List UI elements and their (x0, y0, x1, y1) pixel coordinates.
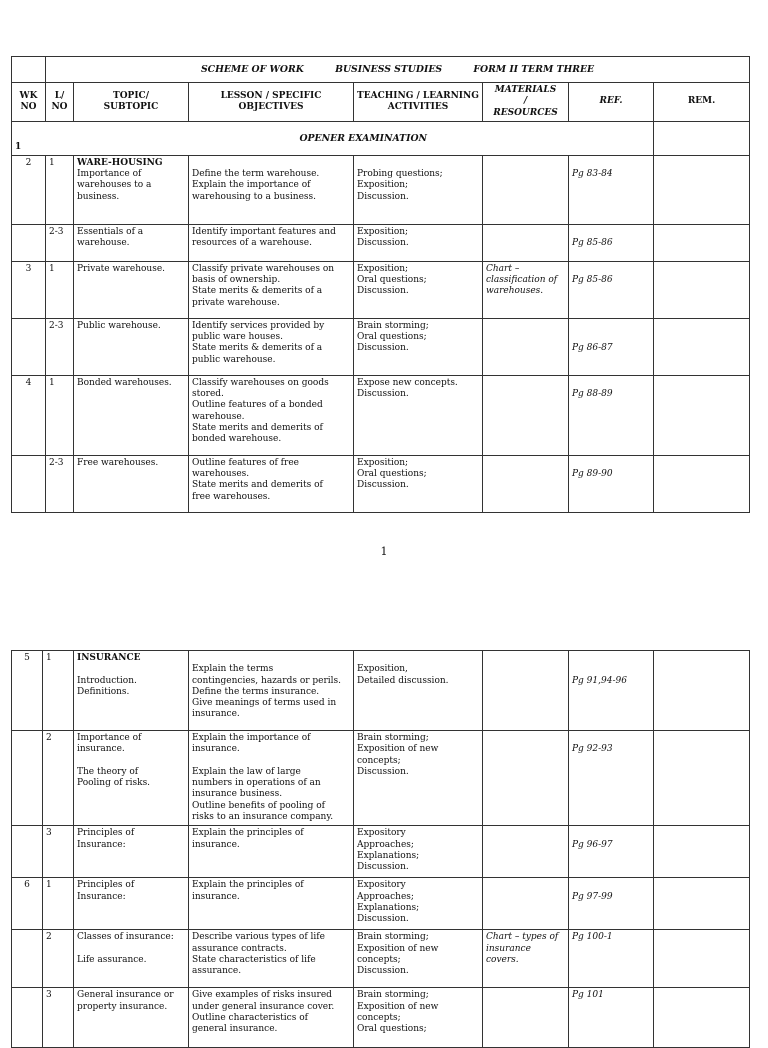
row-activities: Expository Approaches; Explanations; Discussion. (357, 828, 420, 873)
row-topic: Classes of insurance: Life assurance. (77, 932, 174, 965)
row-objectives: Identify important features and resources of a warehouse. (192, 226, 336, 249)
row-reference: Pg 92-93 (572, 744, 613, 755)
table-row (12, 261, 750, 318)
row-remarks (654, 224, 750, 261)
row-lesson-no: 1 (46, 653, 52, 663)
row-activities: Expository Approaches; Explanations; Discussion. (357, 880, 420, 925)
row-remarks (654, 651, 750, 731)
table-row (12, 455, 750, 512)
header-lesson: LESSON / SPECIFIC OBJECTIVES (220, 90, 322, 112)
row-topic: Principles of Insurance: (77, 880, 135, 902)
row-reference: Pg 97-99 (572, 891, 613, 902)
opener-week: 1 (15, 141, 22, 152)
row-lesson-no: 2-3 (49, 457, 64, 468)
row-week: 4 (25, 377, 32, 388)
row-reference: Pg 89-90 (572, 469, 613, 480)
table-row (12, 988, 750, 1048)
row-objectives: Explain the terms contingencies, hazards or perils. Define the terms insurance. Give meanings of terms used in insurance. (192, 664, 342, 720)
title-form: FORM II TERM THREE (473, 63, 595, 75)
row-objectives: Explain the importance of insurance. Explain the law of large numbers in operations of an insurance business. Outline benefits of pooling of risks to an insurance company. (192, 733, 334, 823)
row-remarks (654, 375, 750, 455)
row-week: 6 (24, 880, 30, 891)
row-objectives: Outline features of free warehouses. State merits and demerits of free warehouses. (192, 457, 323, 502)
row-reference: Pg 86-87 (572, 343, 613, 354)
row-reference: Pg 96-97 (572, 839, 613, 850)
row-materials: Chart – types of insurance covers. (486, 932, 559, 965)
row-activities: Brain storming; Exposition of new concepts; Discussion. (357, 932, 439, 977)
row-activities: Exposition; Oral questions; Discussion. (357, 457, 427, 491)
opener-examination: OPENER EXAMINATION (299, 132, 428, 144)
scheme-of-work-table (11, 56, 750, 513)
row-activities: Probing questions; Exposition; Discussion. (357, 169, 443, 202)
row-remarks (654, 261, 750, 318)
document-title (46, 57, 750, 83)
row-remarks (654, 731, 750, 826)
row-topic: Public warehouse. (77, 320, 161, 331)
row-objectives: Identify services provided by public ware houses. State merits & demerits of a public warehouse. (192, 320, 325, 365)
row-objectives: Explain the principles of insurance. (192, 880, 304, 902)
row-remarks (654, 826, 750, 878)
row-activities: Exposition; Discussion. (357, 226, 409, 249)
row-reference: Pg 88-89 (572, 389, 613, 400)
scheme-table-page-2 (11, 650, 749, 1048)
row-week: 2 (25, 157, 32, 168)
header-ref: REF. (599, 96, 623, 107)
title-spacer-cell (12, 57, 46, 83)
table-row (12, 930, 750, 988)
header-wk: WK NO (19, 90, 38, 112)
row-lesson-no: 2-3 (49, 320, 64, 331)
row-objectives: Explain the principles of insurance. (192, 828, 304, 850)
row-activities: Brain storming; Exposition of new concepts; Discussion. (357, 733, 439, 777)
header-lno: L/ NO (51, 90, 68, 112)
row-lesson-no: 1 (46, 880, 52, 891)
row-activities: Exposition; Oral questions; Discussion. (357, 263, 427, 297)
table-row (12, 318, 750, 375)
row-activities: Brain storming; Oral questions; Discussion. (357, 320, 429, 354)
row-topic: Introduction. Definitions. (77, 675, 137, 697)
table-row (12, 375, 750, 455)
header-teaching: TEACHING / LEARNING ACTIVITIES (357, 90, 479, 112)
row-week: 5 (24, 653, 30, 663)
row-activities: Expose new concepts. Discussion. (357, 377, 458, 400)
row-materials: Chart – classification of warehouses. (486, 263, 558, 297)
row-lesson-no: 2 (46, 733, 52, 743)
row-objectives: Define the term warehouse. Explain the importance of warehousing to a business. (192, 169, 320, 202)
table-row (12, 224, 750, 261)
row-topic: Bonded warehouses. (77, 377, 172, 388)
row-topic: General insurance or property insurance. (77, 990, 174, 1012)
row-remarks (654, 455, 750, 512)
row-reference: Pg 85-86 (572, 275, 613, 286)
row-topic: Importance of warehouses to a business. (77, 169, 152, 202)
page-number: 1 (380, 545, 388, 558)
table-row (12, 731, 750, 826)
row-lesson-no: 3 (46, 990, 52, 1001)
row-lesson-no: 2-3 (49, 226, 64, 237)
header-row (12, 83, 750, 122)
row-remarks (654, 155, 750, 224)
row-activities: Brain storming; Exposition of new concepts; Oral questions; (357, 990, 439, 1035)
row-topic: Free warehouses. (77, 457, 159, 468)
row-topic-heading: INSURANCE (77, 653, 141, 663)
opener-row (12, 121, 750, 155)
title-scheme: SCHEME OF WORK (200, 63, 304, 75)
header-materials: MATERIALS / RESOURCES (493, 85, 558, 118)
row-lesson-no: 1 (49, 263, 55, 274)
row-remarks (654, 930, 750, 988)
row-reference: Pg 91,94-96 (572, 675, 627, 686)
row-reference: Pg 83-84 (572, 169, 613, 180)
row-topic: Essentials of a warehouse. (77, 226, 144, 249)
row-topic: Principles of Insurance: (77, 828, 135, 850)
row-remarks (654, 988, 750, 1048)
row-lesson-no: 2 (46, 932, 52, 943)
row-lesson-no: 1 (49, 157, 55, 168)
title-subject: BUSINESS STUDIES (335, 63, 443, 75)
scheme-of-work-table-continued (11, 650, 750, 1048)
table-row (12, 826, 750, 878)
header-rem: REM. (687, 96, 716, 107)
scheme-table-page-1 (11, 56, 749, 513)
row-objectives: Describe various types of life assurance contracts. State characteristics of life assurance. (192, 932, 325, 977)
row-week: 3 (25, 263, 32, 274)
row-topic: Private warehouse. (77, 263, 166, 274)
row-objectives: Classify private warehouses on basis of ownership. State merits & demerits of a private warehouse. (192, 263, 335, 308)
table-row (12, 155, 750, 224)
row-topic: Importance of insurance. The theory of Pooling of risks. (77, 733, 151, 789)
row-lesson-no: 1 (49, 377, 55, 388)
row-topic-heading: WARE-HOUSING (77, 157, 163, 168)
row-objectives: Give examples of risks insured under general insurance cover. Outline characteristics of general insurance. (192, 990, 335, 1035)
table-row (12, 651, 750, 731)
header-topic: TOPIC/ SUBTOPIC (103, 90, 159, 112)
row-reference: Pg 85-86 (572, 238, 613, 249)
row-remarks (654, 878, 750, 930)
row-remarks (654, 318, 750, 375)
row-reference: Pg 100-1 (572, 932, 613, 943)
table-row (12, 878, 750, 930)
row-lesson-no: 3 (46, 828, 52, 839)
row-reference: Pg 101 (572, 990, 604, 1001)
row-objectives: Classify warehouses on goods stored. Outline features of a bonded warehouse. State merits and demerits of bonded warehouse. (192, 377, 329, 445)
row-activities: Exposition, Detailed discussion. (357, 664, 449, 686)
